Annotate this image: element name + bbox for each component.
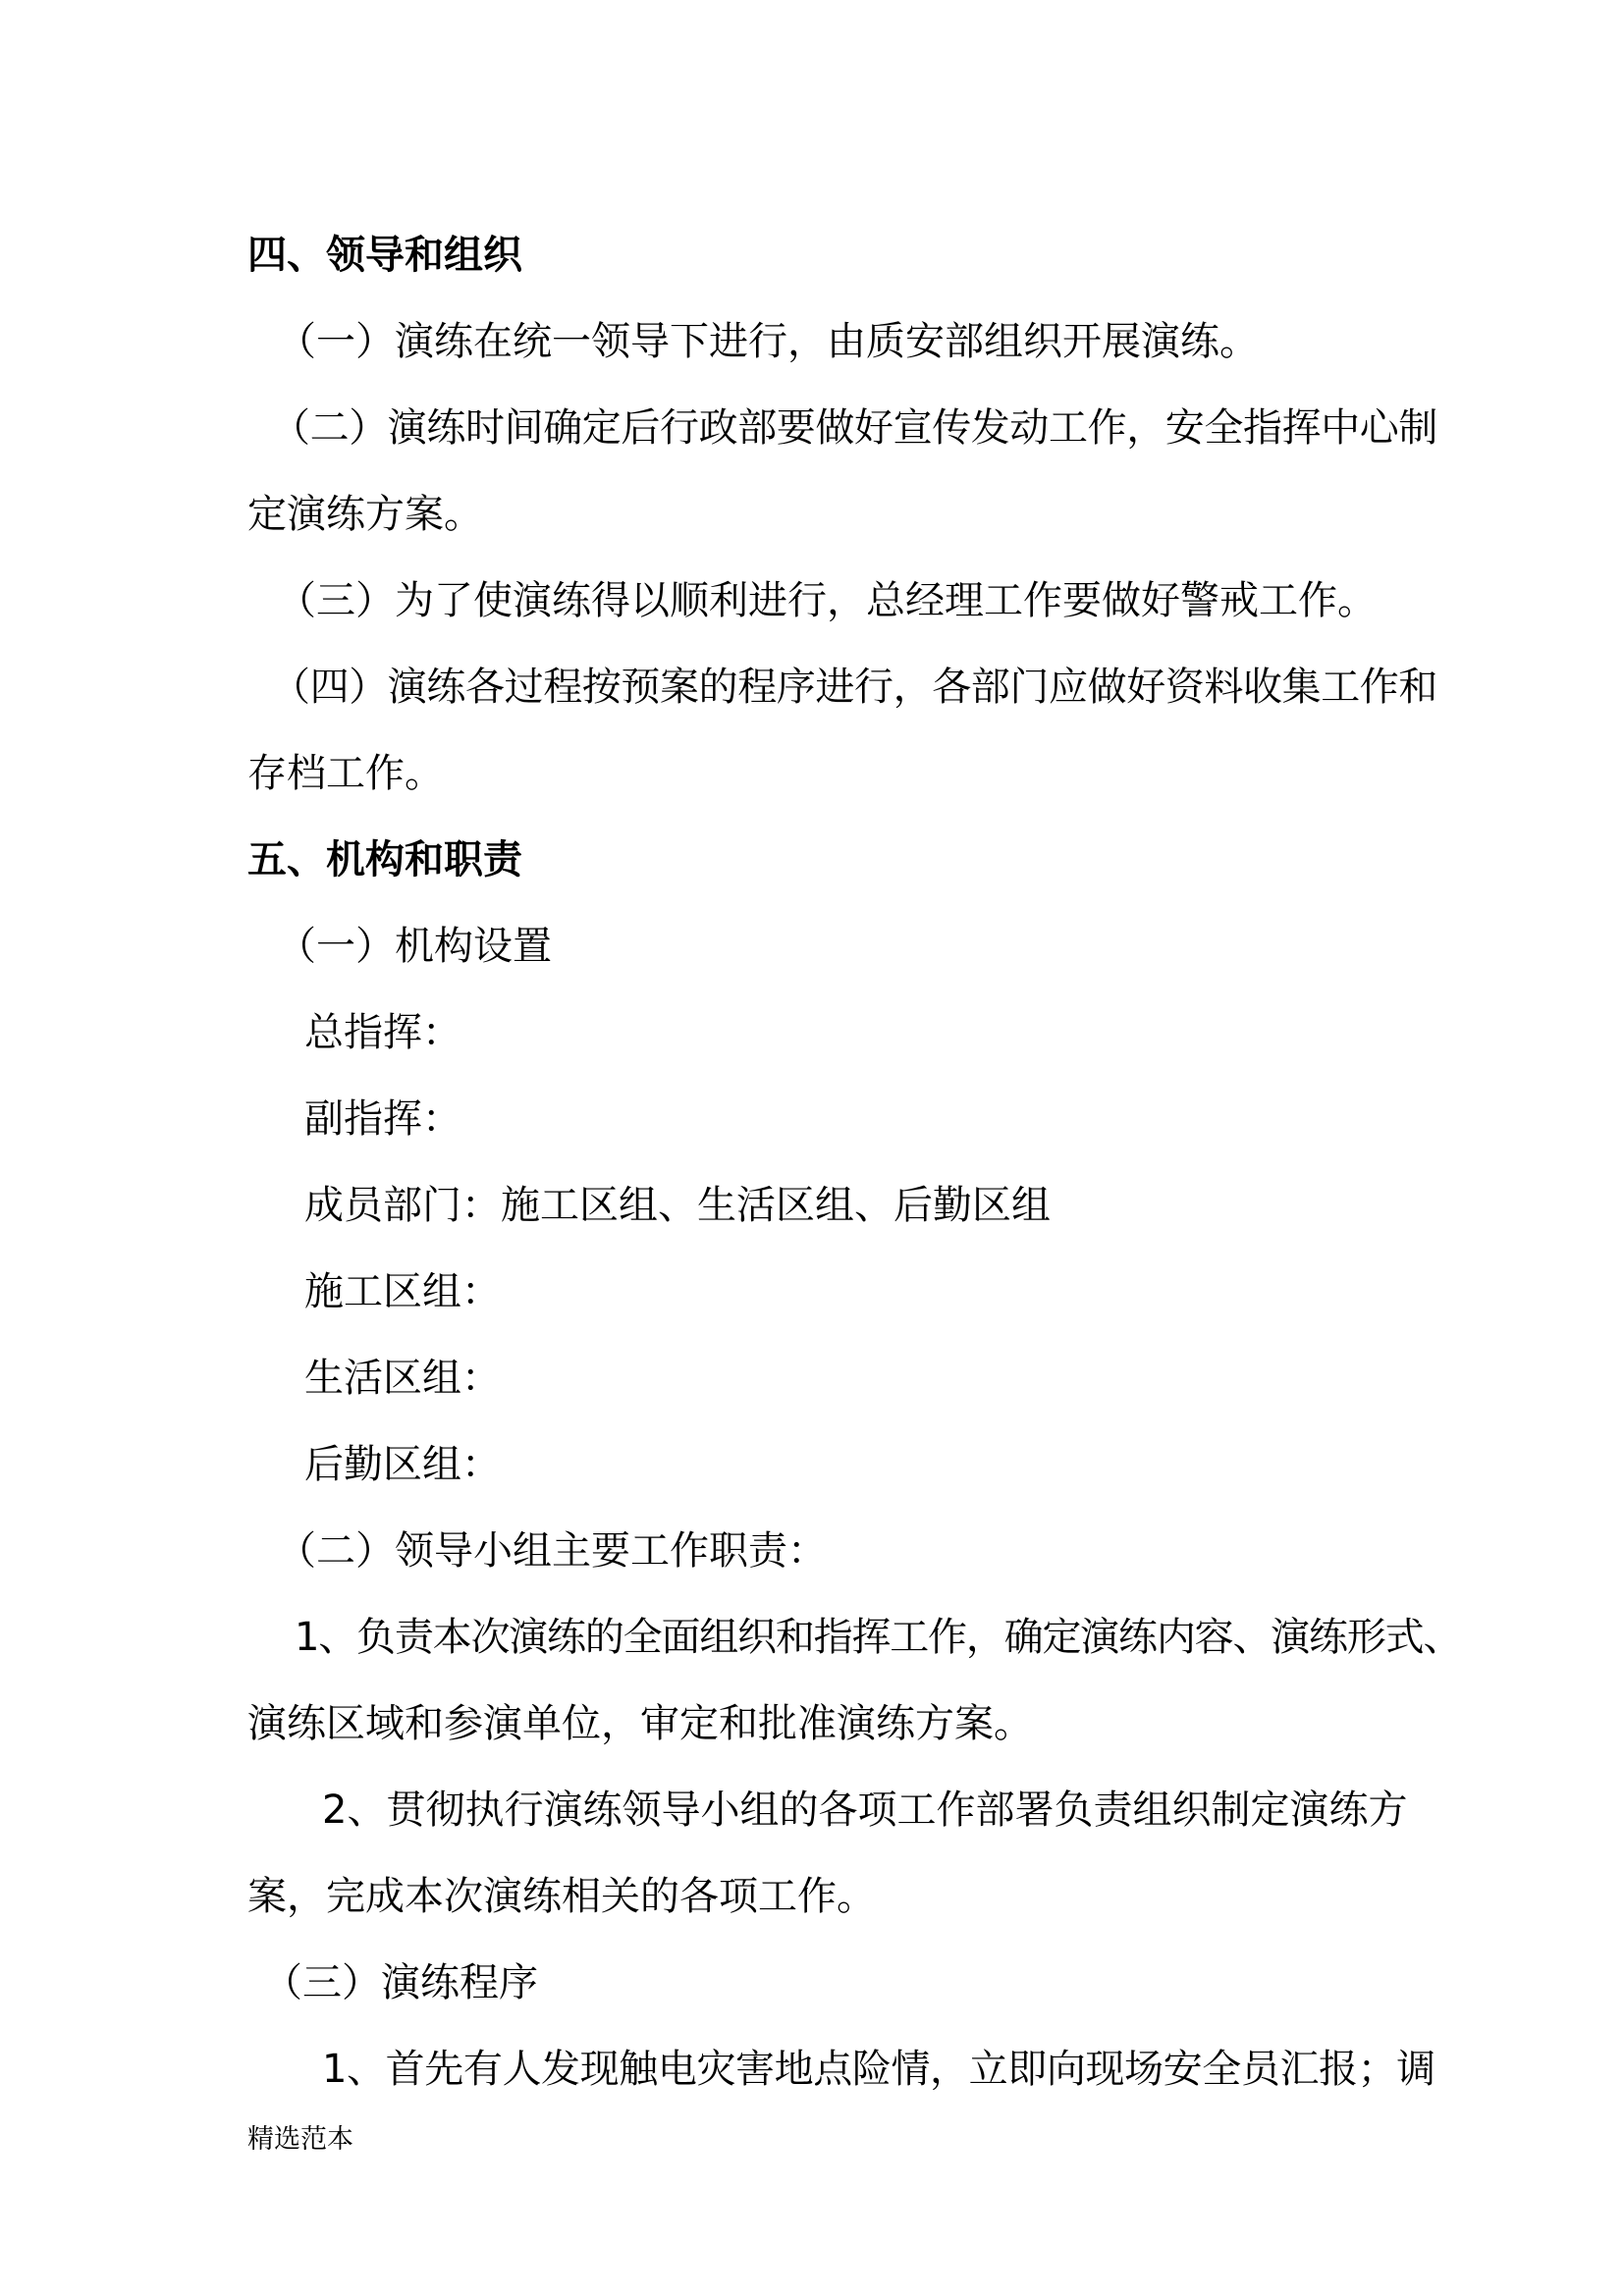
paragraph: 1、首先有人发现触电灾害地点险情，立即向现场安全员汇报；调 xyxy=(322,2047,1435,2092)
section-heading: 四、领导和组织 xyxy=(247,233,522,278)
role-line: 生活区组： xyxy=(304,1356,501,1401)
paragraph: （三）为了使演练得以顺利进行，总经理工作要做好警戒工作。 xyxy=(277,578,1377,623)
role-line: 总指挥： xyxy=(304,1010,461,1055)
role-line: 施工区组： xyxy=(304,1269,501,1314)
subheading: （一）机构设置 xyxy=(277,924,552,969)
subheading: （三）演练程序 xyxy=(263,1960,538,2005)
paragraph: 存档工作。 xyxy=(247,751,444,796)
paragraph: 案，完成本次演练相关的各项工作。 xyxy=(247,1874,876,1919)
paragraph: 1、负责本次演练的全面组织和指挥工作，确定演练内容、演练形式、 xyxy=(295,1615,1462,1660)
footer-text: 精选范本 xyxy=(247,2124,353,2155)
paragraph: 定演练方案。 xyxy=(247,492,483,537)
role-line: 后勤区组： xyxy=(304,1442,501,1487)
subheading: （二）领导小组主要工作职责： xyxy=(277,1528,827,1574)
role-line: 副指挥： xyxy=(304,1096,461,1142)
paragraph: 2、贯彻执行演练领导小组的各项工作部署负责组织制定演练方 xyxy=(322,1788,1408,1833)
paragraph: （一）演练在统一领导下进行，由质安部组织开展演练。 xyxy=(277,319,1259,364)
role-line: 成员部门：施工区组、生活区组、后勤区组 xyxy=(304,1183,1051,1228)
paragraph: （二）演练时间确定后行政部要做好宣传发动工作，安全指挥中心制 xyxy=(271,405,1437,451)
section-heading: 五、机构和职责 xyxy=(247,837,522,882)
paragraph: 演练区域和参演单位，审定和批准演练方案。 xyxy=(247,1701,1033,1746)
paragraph: （四）演练各过程按预案的程序进行，各部门应做好资料收集工作和 xyxy=(271,665,1437,710)
